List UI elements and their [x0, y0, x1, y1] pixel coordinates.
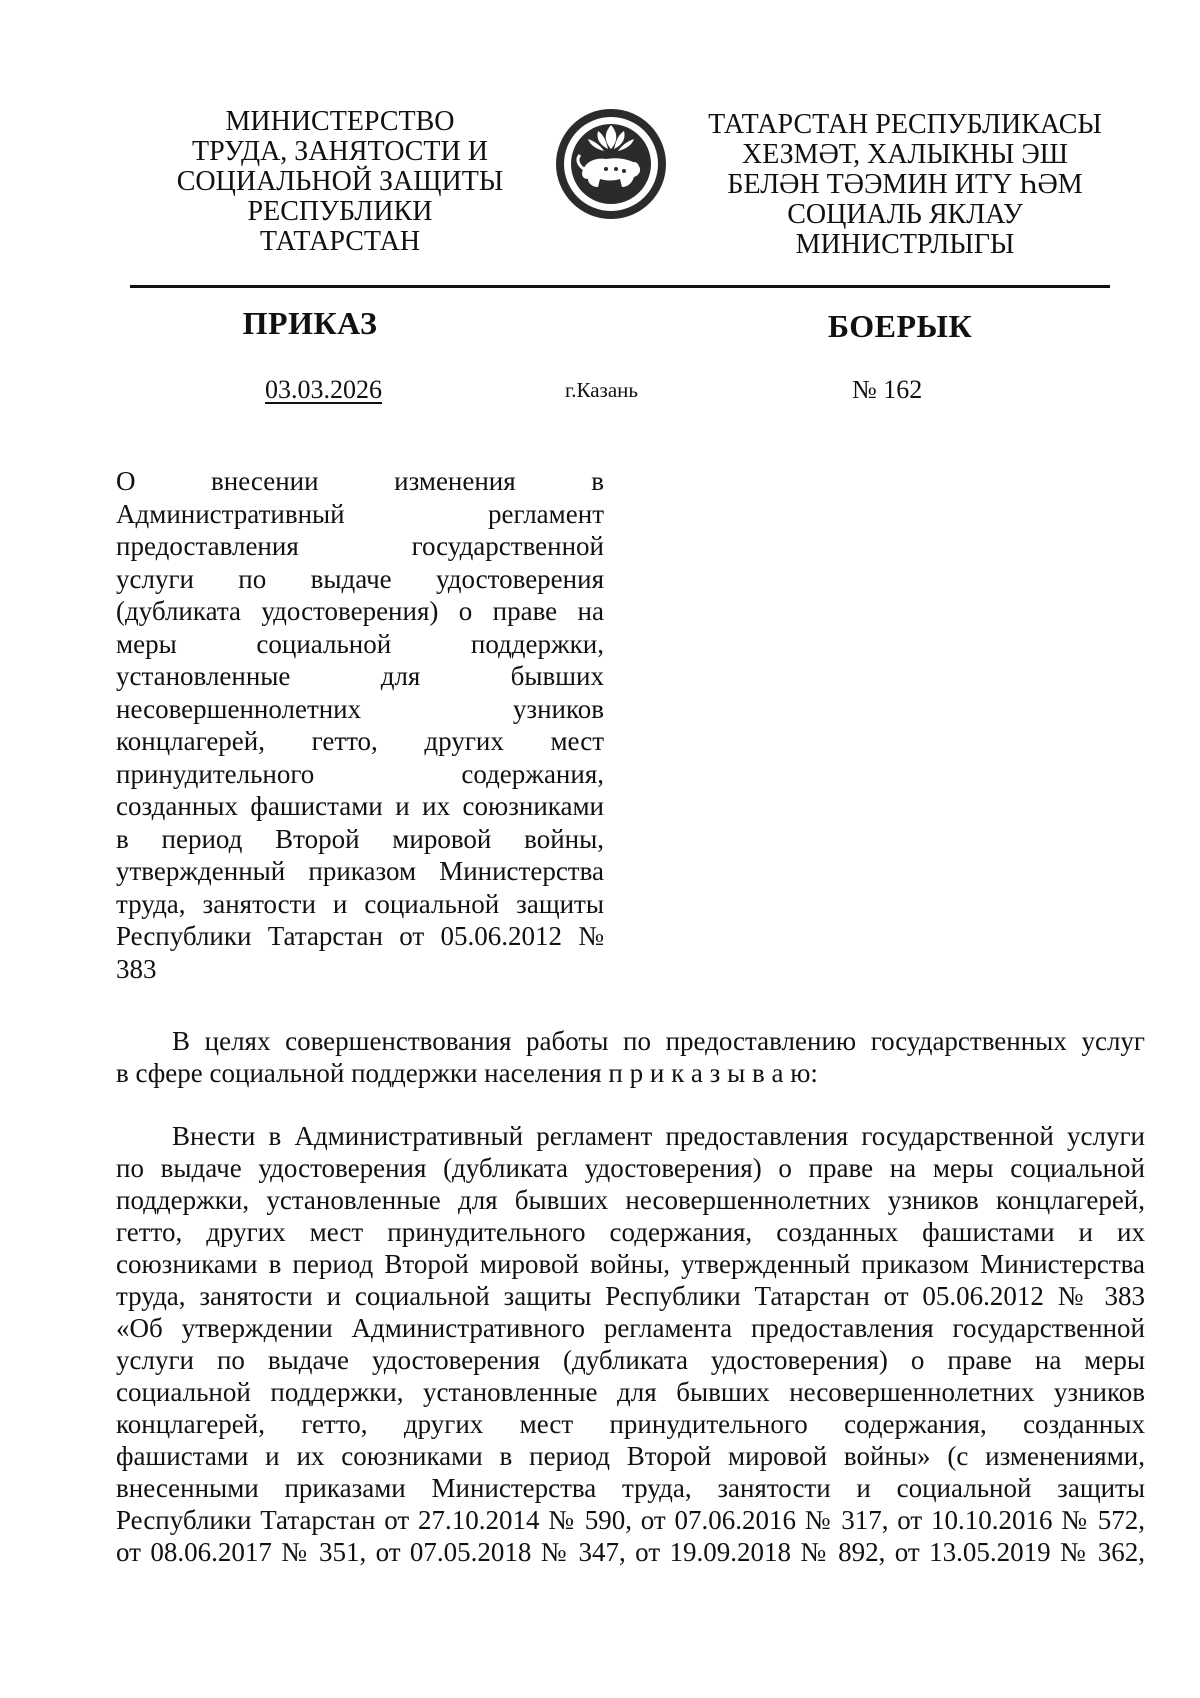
document-city: г.Казань: [565, 378, 638, 402]
paragraph-line: труда, занятости и социальной защиты Республики Татарстан от 05.06.2012 № 383: [116, 1281, 1145, 1311]
paragraph-line: услуги по выдаче удостоверения (дубликата удостоверения) о праве на меры: [116, 1345, 1145, 1375]
document-subject: [116, 465, 604, 985]
subject-line: меры социальной поддержки,: [116, 628, 604, 659]
coat-of-arms-icon: [554, 107, 668, 221]
subject-line: (дубликата удостоверения) о праве на: [116, 596, 604, 626]
ministry-name-line: ХЕЗМӘТ, ХАЛЫКНЫ ЭШ: [741, 139, 1068, 170]
paragraph-line: по выдаче удостоверения (дубликата удостоверения) о праве на меры социальной: [116, 1153, 1145, 1183]
ministry-name-line: ТАТАРСТАН: [259, 226, 421, 257]
ministry-name-line: СОЦИАЛЬ ЯКЛАУ: [787, 199, 1023, 230]
paragraph-line: внесенными приказами Министерства труда, занятости и социальной защиты: [116, 1473, 1145, 1503]
subject-line: в период Второй мировой войны,: [116, 823, 604, 854]
ministry-name-tatar: [680, 110, 1130, 260]
paragraph-line: поддержки, установленные для бывших несовершеннолетних узников концлагерей,: [116, 1185, 1145, 1215]
subject-line: труда, занятости и социальной защиты: [116, 888, 604, 919]
document-number: № 162: [852, 375, 923, 404]
paragraph-line: концлагерей, гетто, других мест принудительного содержания, созданных: [116, 1409, 1145, 1439]
subject-line: созданных фашистами и их союзниками: [116, 791, 604, 821]
header-divider: [130, 285, 1110, 288]
ministry-name-line: ТАТАРСТАН РЕСПУБЛИКАСЫ: [708, 109, 1102, 140]
ministry-name-line: ТРУДА, ЗАНЯТОСТИ И: [192, 136, 488, 167]
paragraph-line: «Об утверждении Административного регламента предоставления государственной: [116, 1313, 1145, 1343]
ministry-name-line: БЕЛӘН ТӘЭМИН ИТҮ ҺӘМ: [727, 169, 1083, 200]
preamble-paragraph: [116, 1025, 1145, 1089]
paragraph-line: от 08.06.2017 № 351, от 07.05.2018 № 347, от 19.09.2018 № 892, от 13.05.2019 № 362,: [116, 1537, 1145, 1567]
document-date: 03.03.2026: [265, 375, 382, 404]
emblem-text: ТАТАРСТАН: [586, 189, 636, 205]
document-title-russian: ПРИКАЗ: [242, 305, 378, 341]
ministry-name-line: РЕСПУБЛИКИ: [247, 196, 433, 227]
paragraph-line: Внести в Административный регламент предоставления государственной услуги: [172, 1121, 1145, 1151]
paragraph-line: Республики Татарстан от 27.10.2014 № 590, от 07.06.2016 № 317, от 10.10.2016 № 572,: [116, 1505, 1145, 1535]
paragraph-line: социальной поддержки, установленные для бывших несовершеннолетних узников: [116, 1377, 1145, 1407]
subject-line: утвержденный приказом Министерства: [116, 856, 604, 886]
subject-line: услуги по выдаче удостоверения: [116, 563, 604, 594]
ministry-name-line: СОЦИАЛЬНОЙ ЗАЩИТЫ: [176, 166, 504, 197]
ministry-name-russian: [150, 107, 530, 257]
paragraph-line: в сфере социальной поддержки населения п р и к а з ы в а ю:: [116, 1058, 818, 1088]
paragraph-line: В целях совершенствования работы по предоставлению государственных услуг: [172, 1026, 1145, 1056]
paragraph-line: гетто, других мест принудительного содержания, созданных фашистами и их: [116, 1217, 1145, 1247]
subject-line: 383: [116, 953, 157, 984]
order-paragraph: [116, 1120, 1145, 1568]
subject-line: несовершеннолетних узников: [116, 693, 604, 724]
paragraph-line: союзниками в период Второй мировой войны, утвержденный приказом Министерства: [116, 1249, 1145, 1279]
ministry-name-line: МИНИСТРЛЫГЫ: [795, 229, 1015, 260]
subject-line: Республики Татарстан от 05.06.2012 №: [116, 921, 604, 951]
subject-line: О внесении изменения в: [116, 466, 604, 496]
subject-line: установленные для бывших: [116, 661, 604, 691]
ministry-name-line: МИНИСТЕРСТВО: [225, 106, 455, 137]
paragraph-line: фашистами и их союзниками в период Второй мировой войны» (с изменениями,: [116, 1441, 1145, 1471]
document-title-tatar: БОЕРЫК: [827, 308, 973, 344]
subject-line: концлагерей, гетто, других мест: [116, 726, 604, 756]
subject-line: принудительного содержания,: [116, 758, 604, 789]
subject-line: предоставления государственной: [116, 531, 604, 561]
subject-line: Административный регламент: [116, 498, 604, 529]
